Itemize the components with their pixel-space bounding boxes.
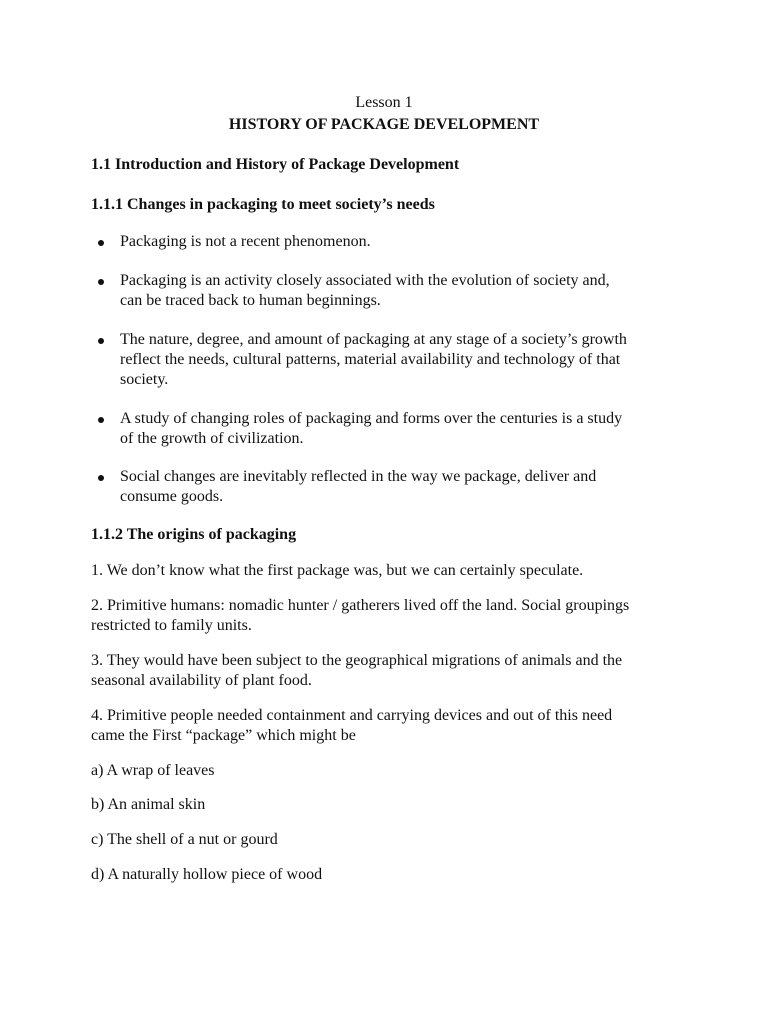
paragraph-line: seasonal availability of plant food. — [91, 672, 312, 689]
bullet-line: consume goods. — [120, 488, 224, 505]
section-heading: 1.1 Introduction and History of Package Development — [91, 156, 460, 173]
bullet-icon — [98, 240, 104, 246]
paragraph — [91, 561, 691, 581]
bullet-icon — [98, 417, 104, 423]
lesson-title: HISTORY OF PACKAGE DEVELOPMENT — [228, 116, 540, 133]
bullet-item — [120, 409, 680, 449]
bullet-line: Social changes are inevitably reflected in the way we package, deliver and — [120, 468, 597, 485]
paragraph-line: came the First “package” which might be — [91, 727, 356, 744]
lesson-label: Lesson 1 — [355, 94, 413, 111]
bullet-line: can be traced back to human beginnings. — [120, 292, 381, 309]
bullet-line: The nature, degree, and amount of packaging at any stage of a society’s growth — [120, 331, 627, 348]
bullet-item — [120, 330, 680, 390]
bullet-line: A study of changing roles of packaging and forms over the centuries is a study — [120, 410, 623, 427]
list-item — [91, 830, 691, 850]
list-item-text: c) The shell of a nut or gourd — [91, 831, 278, 848]
bullet-item — [120, 271, 680, 311]
subsection-1-heading: 1.1.1 Changes in packaging to meet society’s needs — [91, 196, 435, 213]
bullet-item — [120, 467, 680, 507]
list-item-text: d) A naturally hollow piece of wood — [91, 866, 323, 883]
bullet-line: Packaging is not a recent phenomenon. — [120, 233, 371, 250]
paragraph — [91, 596, 691, 636]
list-item — [91, 795, 691, 815]
paragraph-line: 1. We don’t know what the first package was, but we can certainly speculate. — [91, 562, 584, 579]
subsection-2-heading: 1.1.2 The origins of packaging — [91, 526, 297, 543]
paragraph — [91, 651, 691, 691]
bullet-item — [120, 232, 680, 252]
list-item-text: b) An animal skin — [91, 796, 206, 813]
paragraph-line: 3. They would have been subject to the geographical migrations of animals and the — [91, 652, 623, 669]
paragraph-line: restricted to family units. — [91, 617, 252, 634]
paragraph — [91, 706, 691, 746]
bullet-line: society. — [120, 371, 169, 388]
paragraph-line: 4. Primitive people needed containment and carrying devices and out of this need — [91, 707, 613, 724]
bullet-icon — [98, 475, 104, 481]
list-item — [91, 865, 691, 885]
bullet-icon — [98, 279, 104, 285]
bullet-line: Packaging is an activity closely associated with the evolution of society and, — [120, 272, 610, 289]
bullet-icon — [98, 338, 104, 344]
paragraph-line: 2. Primitive humans: nomadic hunter / gatherers lived off the land. Social groupings — [91, 597, 630, 614]
list-item-text: a) A wrap of leaves — [91, 762, 215, 779]
list-item — [91, 761, 691, 781]
bullet-line: reflect the needs, cultural patterns, material availability and technology of that — [120, 351, 621, 368]
bullet-line: of the growth of civilization. — [120, 430, 304, 447]
